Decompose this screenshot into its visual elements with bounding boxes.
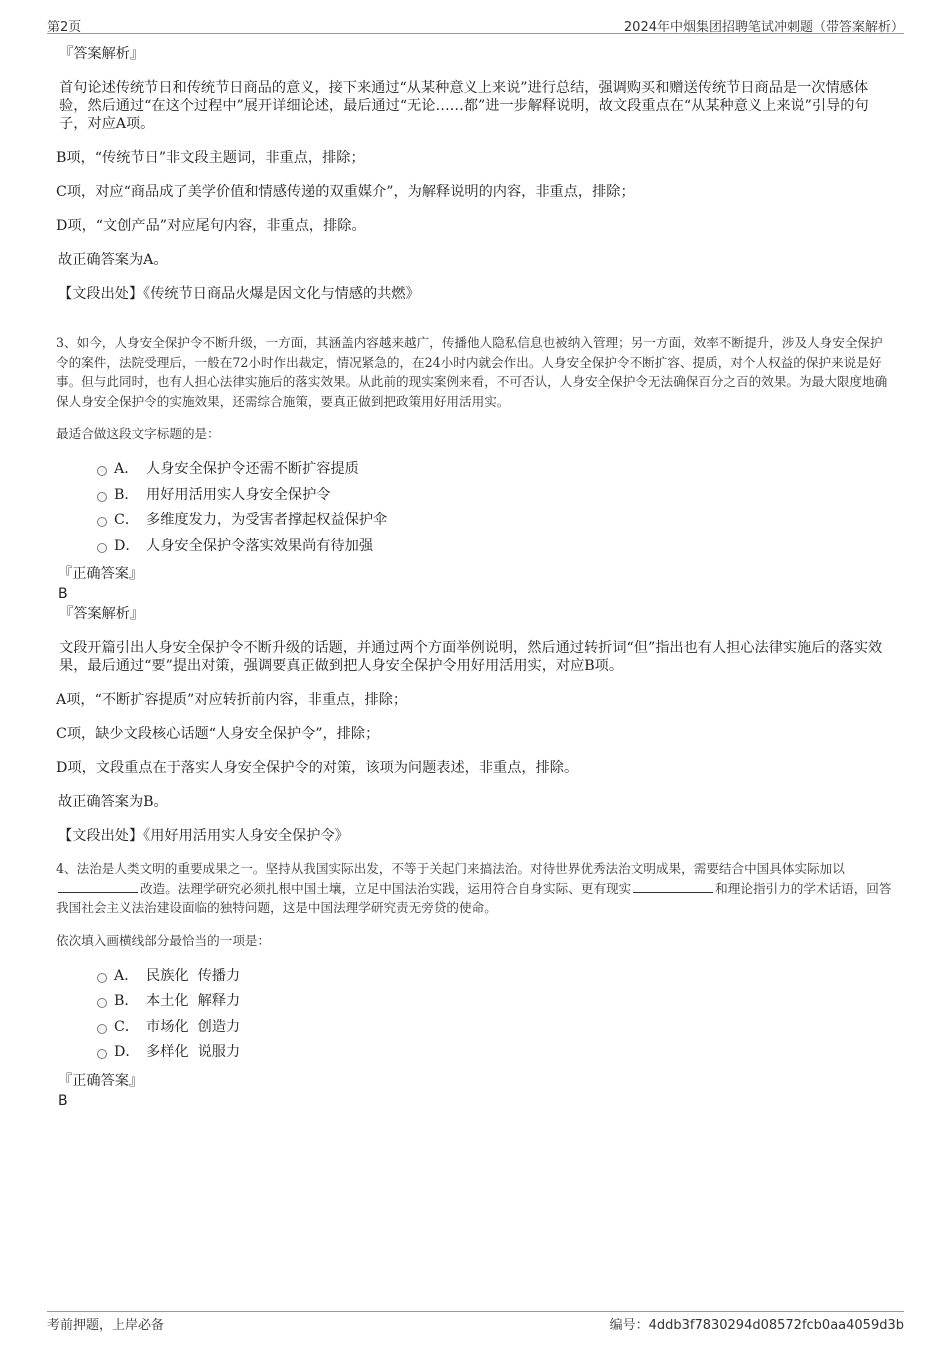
analysis-conclusion: 故正确答案为B。	[58, 794, 168, 810]
analysis-paragraph: C项，缺少文段核心话题“人身安全保护令”，排除；	[56, 726, 380, 742]
option-d[interactable]: D． 人身安全保护令落实效果尚有待加强	[56, 534, 894, 560]
analysis-label: 『答案解析』	[59, 46, 145, 62]
option-c[interactable]: C． 多维度发力，为受害者撑起权益保护伞	[56, 508, 894, 534]
analysis-label: 『答案解析』	[59, 606, 145, 622]
document-code: 编号：4ddb3f7830294d08572fcb0aa4059d3b	[609, 1318, 904, 1333]
radio-icon[interactable]	[97, 466, 107, 476]
correct-answer-label: 『正确答案』	[58, 566, 144, 582]
question-prompt: 依次填入画横线部分最恰当的一项是：	[56, 932, 271, 948]
options-list	[56, 457, 894, 559]
analysis-paragraph: D项，“文创产品”对应尾句内容，非重点，排除。	[56, 218, 366, 234]
fill-blank-1	[58, 880, 138, 893]
question-prompt: 最适合做这段文字标题的是：	[56, 426, 220, 441]
radio-icon[interactable]	[97, 517, 107, 527]
document-title: 2024年中烟集团招聘笔试冲刺题（带答案解析）	[623, 20, 904, 35]
question-3	[56, 333, 894, 845]
question-stem: 3、如今，人身安全保护令不断升级，一方面，其涵盖内容越来越广，传播他人隐私信息也被纳入管理；另一方面，效率不断提升，涉及人身安全保护令的案件，法院受理后，一般在72小时作出裁定，情况紧急的，在24小时内就会作出。人身安全保护令不断扩容、提质，对个人权益的保护来说是好事。但与此同时，也有人担心法律实施后的落实效果。从此前的现实案例来看，不可否认，人身安全保护令无法确保百分之百的效果。为最大限度地确保人身安全保护令的实施效果，还需综合施策，要真正做到把政策用好用活用实。	[56, 335, 888, 409]
page-content	[56, 45, 894, 1110]
radio-icon[interactable]	[97, 998, 107, 1008]
analysis-conclusion: 故正确答案为A。	[58, 252, 168, 268]
option-a[interactable]: A． 民族化 传播力	[56, 964, 894, 990]
option-b[interactable]: B． 用好用活用实人身安全保护令	[56, 483, 894, 509]
q2-analysis-section	[56, 45, 894, 303]
option-a[interactable]: A． 人身安全保护令还需不断扩容提质	[56, 457, 894, 483]
fill-blank-2	[633, 880, 713, 893]
radio-icon[interactable]	[97, 1049, 107, 1059]
radio-icon[interactable]	[97, 1024, 107, 1034]
correct-answer-value: B	[58, 1092, 68, 1109]
question-4	[56, 859, 894, 1110]
footer-slogan: 考前押题，上岸必备	[47, 1318, 165, 1333]
option-b[interactable]: B． 本土化 解释力	[56, 989, 894, 1015]
analysis-paragraph: 首句论述传统节日和传统节日商品的意义，接下来通过“从某种意义上来说”进行总结，强调购买和赠送传统节日商品是一次情感体验，然后通过“在这个过程中”展开详细论述，最后通过“无论……都”进一步解释说明，故文段重点在“从某种意义上来说”引导的句子，对应A项。	[59, 80, 869, 132]
correct-answer-value: B	[58, 586, 68, 602]
source-citation: 【文段出处】《传统节日商品火爆是因文化与情感的共燃》	[58, 286, 420, 302]
question-stem: 4、法治是人类文明的重要成果之一。坚持从我国实际出发，不等于关起门来搞法治。对待世界优秀法治文明成果，需要结合中国具体实际加以改造。法理学研究必须扎根中国土壤，立足中国法治实践，运用符合自身实际、更有现实 和理论指引力的学术话语，回答我国社会主义法治建设面临的独特问题，这是中国法理学研究责无旁贷的使命。	[56, 861, 892, 915]
option-d[interactable]: D． 多样化 说服力	[56, 1040, 894, 1066]
analysis-paragraph: D项，文段重点在于落实人身安全保护令的对策，该项为问题表述，非重点，排除。	[56, 760, 579, 776]
option-c[interactable]: C． 市场化 创造力	[56, 1015, 894, 1041]
radio-icon[interactable]	[97, 973, 107, 983]
radio-icon[interactable]	[97, 543, 107, 553]
header-divider	[47, 33, 904, 34]
analysis-paragraph: 文段开篇引出人身安全保护令不断升级的话题，并通过两个方面举例说明，然后通过转折词“但”指出也有人担心法律实施后的落实效果，最后通过“要”提出对策，强调要真正做到把人身安全保护令用好用活用实，对应B项。	[59, 640, 883, 674]
page-number: 第2页	[47, 20, 82, 35]
footer-divider	[47, 1311, 904, 1312]
options-list	[56, 964, 894, 1066]
correct-answer-label: 『正确答案』	[58, 1072, 144, 1089]
source-citation: 【文段出处】《用好用活用实人身安全保护令》	[58, 828, 349, 844]
analysis-paragraph: B项，“传统节日”非文段主题词，非重点，排除；	[56, 150, 365, 166]
analysis-paragraph: C项，对应“商品成了美学价值和情感传递的双重媒介”，为解释说明的内容，非重点，排除；	[56, 184, 635, 200]
analysis-paragraph: A项，“不断扩容提质”对应转折前内容，非重点，排除；	[56, 692, 408, 708]
radio-icon[interactable]	[97, 492, 107, 502]
